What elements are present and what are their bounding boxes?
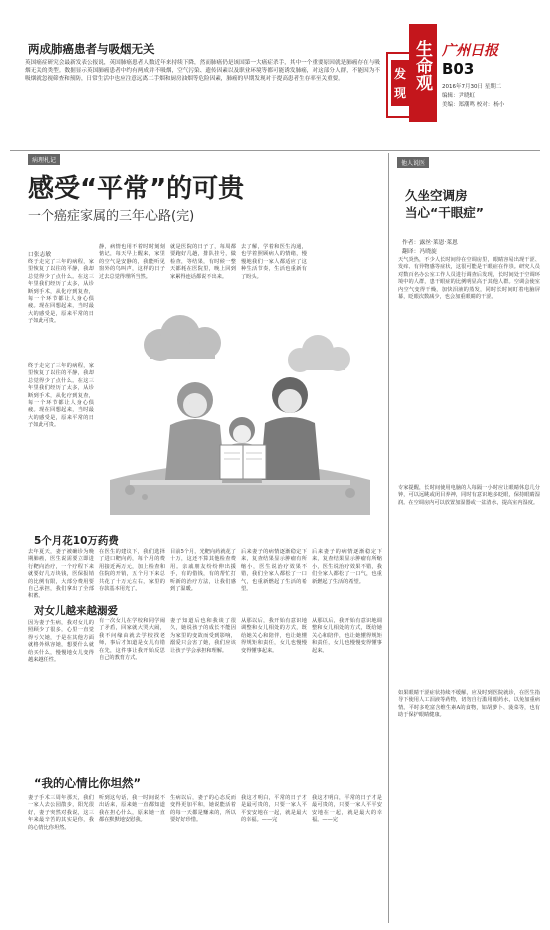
body-col-4: 去了解，学着和医生沟通，也学着照顾病人的情绪，慢慢地我们一家人都适应了这种生活节奏，生活也重新有了盼头。 xyxy=(241,244,307,280)
newspaper-logo: 广州日报 xyxy=(442,43,498,59)
section4-col-1: 妻子手术三周年那天，我们一家人去公园散步，阳光很好，妻子突然对我说，这三年来最辛苦的其实是你，我的心情比你坦然。 xyxy=(28,795,94,831)
section3-col-1: 因为妻子生病，我对女儿的照顾少了很多，心里一直觉得亏欠她，于是在其他方面就格外纵容她，想要什么就给买什么，慢慢地女儿变得越来越任性。 xyxy=(28,620,94,664)
family-illustration xyxy=(100,305,380,515)
right-byline-1: 作者：露丝·莱恩·莱恩 xyxy=(402,240,458,246)
section2-col-5: 后来妻子的病情逐渐稳定下来，复查结果显示肿瘤有所缩小，医生说治疗效果不错，我们全家人都松了一口气，也重新燃起了生活的希望。 xyxy=(312,549,382,585)
body-col-2: 静，病情也用不着时时刻刻惦记，每天早上醒来，家里的空气是安静的，我能听见窗外的鸟叫声，这样的日子过去总觉得理所当然。 xyxy=(99,244,165,280)
column-subheadline: 一个癌症家属的三年心路(完) xyxy=(28,209,195,224)
section4-col-5: 我这才明白，平常的日子才是最可贵的，只要一家人平平安安地在一起，就是最大的幸福。——完 xyxy=(312,795,382,824)
page-code: B03 xyxy=(442,60,475,78)
body-col-3: 就是医院的日子了，每周都要跑好几趟，排队挂号，做检查，等结果，有时候一整天都耗在医院里，晚上回到家累得连话都说不出来。 xyxy=(170,244,236,280)
right-headline-2: 当心“干眼症” xyxy=(405,205,484,220)
section3-headline: 对女儿越来越溺爱 xyxy=(34,605,118,617)
section2-col-4: 后来妻子的病情逐渐稳定下来，复查结果显示肿瘤有所缩小，医生说治疗效果不错，我们全家人都松了一口气，也重新燃起了生活的希望。 xyxy=(241,549,307,593)
section3-col-4: 从那以后，我开始有意识地调整和女儿相处的方式，既给她关心和陪伴，也让她懂得规矩和责任，女儿也慢慢变得懂事起来。 xyxy=(241,618,307,654)
section4-col-3: 生病以后，妻子的心态反而变得更加平和，她说能活着的每一天都是赚来的，所以要好好珍惜。 xyxy=(170,795,236,824)
column-label: 病理札记 xyxy=(28,154,60,165)
top-story-title: 两成肺癌患者与吸烟无关 xyxy=(28,42,155,56)
date-line: 2016年7月30日 星期二 xyxy=(442,84,502,90)
design-line: 美编：郑潮鸣 校对：杨小 xyxy=(442,102,505,108)
right-body-bottom: 如果眼睛干涩症状持续不缓解，应及时到医院就诊，在医生指导下使用人工泪液等药物，切勿自行滥用眼药水，以免加重病情。平时多吃富含维生素A的食物，如胡萝卜、菠菜等，也有助于保护眼睛健康。 xyxy=(398,690,540,719)
right-body-mid: 专家提醒，长时间使用电脑的人每隔一小时应让眼睛休息几分钟，可以远眺或闭目养神，同时有意识地多眨眼，保持眼睛湿润。在空调房内可以放置加湿器或一盆清水，提高室内湿度。 xyxy=(398,485,540,506)
right-byline-2: 翻译：冯晓旋 xyxy=(402,249,437,255)
column-divider xyxy=(388,153,389,923)
byline: 口张志敏 xyxy=(28,252,52,258)
section2-headline: 5个月花10万药费 xyxy=(34,535,119,547)
tag-char-1: 发 xyxy=(394,67,407,81)
section2-col-1: 去年夏天，妻子被确诊为晚期肺癌，医生说需要立即进行靶向治疗，一个疗程下来就要好几万块钱，医保报销的比例有限，大部分费用要自己承担，我们拿出了全部积蓄。 xyxy=(28,549,94,600)
right-body-top: 天气炎热，不少人长时间待在空调房里，眼睛容易出现干涩、发痒、有异物感等症状，这很可能是干眼症在作祟。研究人员对数百名办公室工作人员进行调查后发现，长时间处于空调环境中的人群，患干眼症的比例明显高于其他人群。空调会使室内空气变得干燥，加快泪液的蒸发，同时长时间盯着电脑屏幕，眨眼次数减少，也会加重眼睛的干涩。 xyxy=(398,257,540,301)
tag-char-2: 现 xyxy=(394,86,407,100)
editor-line: 编辑：尹晓虹 xyxy=(442,93,476,99)
illustration-family-reading-icon xyxy=(100,305,380,515)
right-column-label: 他人说医 xyxy=(397,157,429,168)
section-vertical-title: 生命观 xyxy=(412,40,432,91)
body-col-1: 终于走完了三年的病程，家里恢复了以往的平静，我却总觉得少了点什么。在这三年里我们经历了太多，从诊断到手术，从化疗到复查，每一个环节都让人身心俱疲。现在回想起来，当时最大的感受是，原来平常的日子如此可贵。 xyxy=(28,259,94,325)
right-headline-1: 久坐空调房 xyxy=(405,188,468,203)
body-col-1-cont: 终于走完了三年的病程，家里恢复了以往的平静，我却总觉得少了点什么。在这三年里我们经历了太多，从诊断到手术，从化疗到复查，每一个环节都让人身心俱疲。现在回想起来，当时最大的感受是，原来平常的日子如此可贵。 xyxy=(28,363,94,429)
section2-col-2: 在医生的建议下，我们选择了进口靶向药，每个月的费用接近两万元，加上检查和住院的开销，五个月下来总共花了十万元左右，家里的存款基本用光了。 xyxy=(99,549,165,593)
section3-col-3: 妻子知道后也和我谈了很久，她说孩子的成长不能因为家里的变故而受到影响，溺爱只会害了她，我们应该让孩子学会承担和理解。 xyxy=(170,618,236,654)
top-story-body: 英国癌症研究会最新发表公报说，英国肺癌患者人数近年来持续下降，然而肺癌仍是该国第一大癌症杀手，其中一个重要原因就是肺癌存在与吸烟无关的类型。数据显示英国肺癌患者中约有两成并不吸烟，空气污染、遗传因素以及职业环境等都可能诱发肺癌，对这部分人群，不能因为不吸烟就忽视筛查和预防，日常生活中也应注意远离二手烟和厨房油烟等危险因素，肺癌的早期发现对于提高患者生存率至关重要。 xyxy=(25,60,380,83)
column-headline: 感受“平常”的可贵 xyxy=(28,174,245,204)
section3-col-5: 从那以后，我开始有意识地调整和女儿相处的方式，既给她关心和陪伴，也让她懂得规矩和责任，女儿也慢慢变得懂事起来。 xyxy=(312,618,382,654)
section4-col-4: 我这才明白，平常的日子才是最可贵的，只要一家人平平安安地在一起，就是最大的幸福。——完 xyxy=(241,795,307,824)
section4-col-2: 听到这句话，我一时间说不出话来，原来她一直都知道我在担心什么，原来她一直都在默默地安慰我。 xyxy=(99,795,165,824)
section2-col-3: 目前5个月，光靶向药就花了十万，这还不算其他检查费用。亲戚朋友纷纷伸出援手，有的借钱，有的帮忙打听新的治疗方法，让我们感到了温暖。 xyxy=(170,549,236,593)
pull-quote: “我的心情比你坦然” xyxy=(34,776,142,790)
section3-col-2: 有一次女儿在学校和同学闹了矛盾，回家就大哭大闹，我不问缘由就去学校找老师，事后才知道是女儿有错在先，这件事让我开始反思自己的教育方式。 xyxy=(99,618,165,662)
top-divider xyxy=(10,150,540,151)
